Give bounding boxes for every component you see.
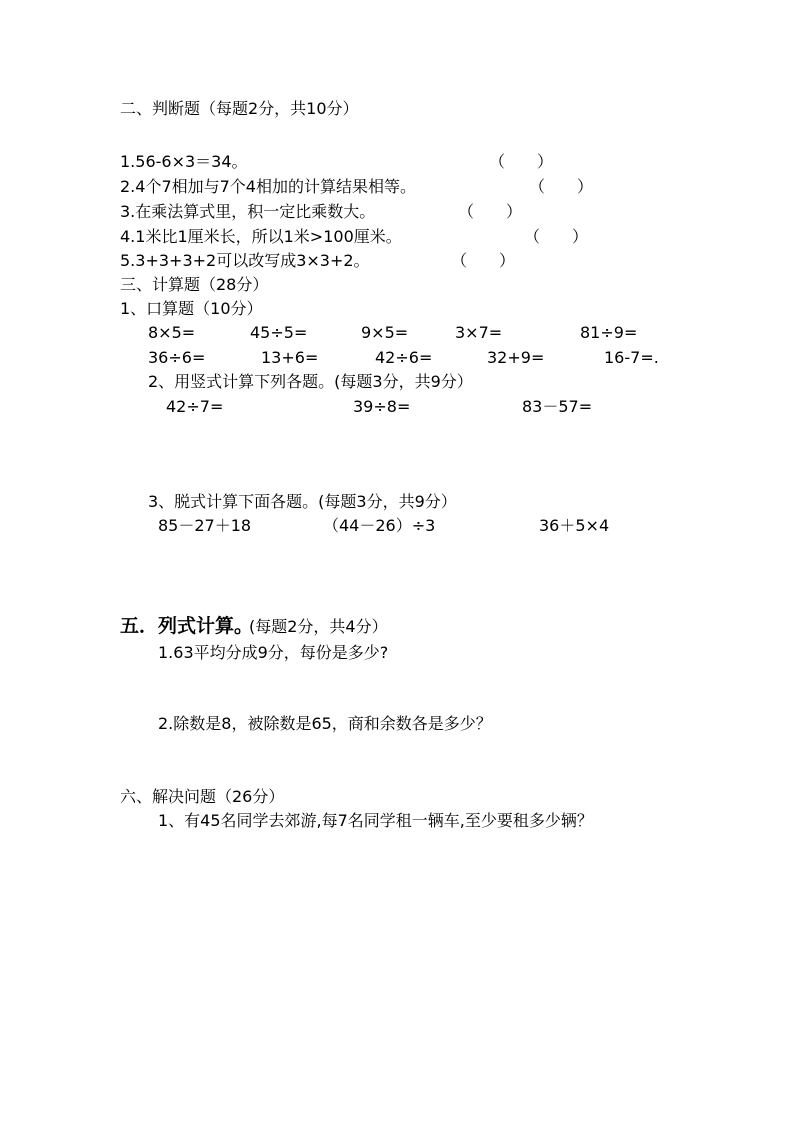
stepwise-calc-title: 3、脱式计算下面各题。(每题3分，共9分） (148, 492, 457, 511)
oral-problem: 81÷9= (580, 323, 638, 342)
vertical-calc-title: 2、用竖式计算下列各题。(每题3分，共9分） (148, 372, 473, 391)
oral-problem: 32+9= (487, 348, 545, 367)
judge-item-2: 2.4个7相加与7个4相加的计算结果相等。 (120, 177, 416, 196)
stepwise-problem: 36＋5×4 (539, 516, 610, 535)
word-problem-1: 1、有45名同学去郊游,每7名同学租一辆车,至少要租多少辆？ (158, 811, 593, 830)
judge-item-1: 1.56-6×3＝34。 (120, 152, 248, 171)
answer-paren-2[interactable]: （ ） (529, 177, 594, 196)
equation-problem-1: 1.63平均分成9分，每份是多少? (158, 643, 389, 662)
oral-problem: 9×5= (361, 323, 409, 342)
oral-problem: 45÷5= (250, 323, 308, 342)
answer-paren-1[interactable]: （ ） (489, 152, 554, 171)
stepwise-problem: （44－26）÷3 (323, 516, 436, 535)
section5-heading-note: (每题2分，共4分） (249, 617, 388, 636)
section3-heading: 三、计算题（28分） (120, 275, 269, 294)
oral-problem: 8×5= (148, 323, 196, 342)
judge-item-4: 4.1米比1厘米长，所以1米>100厘米。 (120, 227, 402, 246)
vertical-problem: 39÷8= (353, 397, 411, 416)
vertical-problem: 83－57= (522, 397, 593, 416)
vertical-problem: 42÷7= (166, 397, 224, 416)
oral-problem: 13+6= (261, 348, 319, 367)
oral-calc-title: 1、口算题（10分） (120, 299, 263, 318)
answer-paren-5[interactable]: （ ） (451, 251, 516, 270)
oral-problem: 16-7=. (604, 348, 659, 367)
oral-problem: 3×7= (455, 323, 503, 342)
stepwise-problem: 85－27＋18 (158, 516, 252, 535)
oral-problem: 42÷6= (375, 348, 433, 367)
section2-heading: 二、判断题（每题2分，共10分） (120, 99, 359, 118)
judge-item-5: 5.3+3+3+2可以改写成3×3+2。 (120, 251, 370, 270)
equation-problem-2: 2.除数是8，被除数是65，商和余数各是多少？ (158, 714, 492, 733)
section5-heading: 五．列式计算。 (120, 615, 254, 637)
judge-item-3: 3.在乘法算式里，积一定比乘数大。 (120, 202, 376, 221)
section6-heading: 六、解决问题（26分） (120, 787, 285, 806)
answer-paren-3[interactable]: （ ） (458, 202, 523, 221)
answer-paren-4[interactable]: （ ） (524, 227, 589, 246)
oral-problem: 36÷6= (148, 348, 206, 367)
